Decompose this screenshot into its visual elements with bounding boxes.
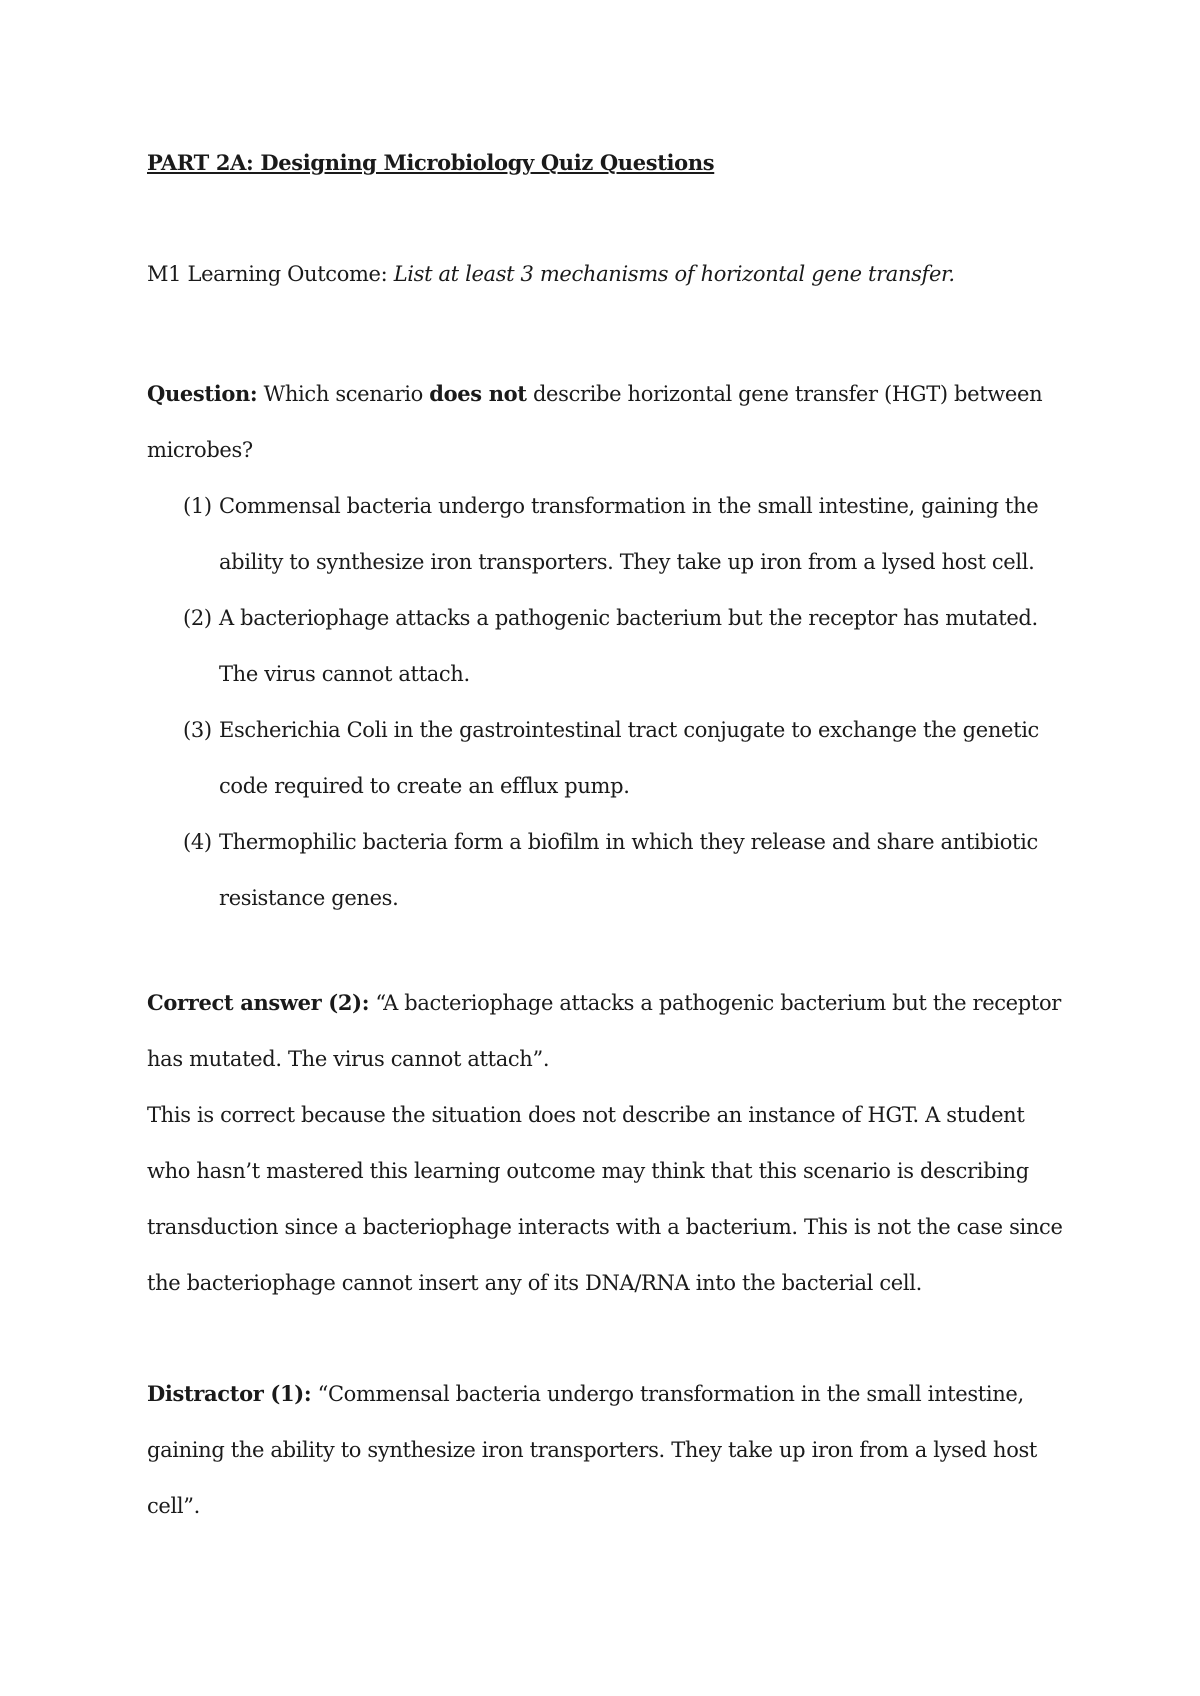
option-4 xyxy=(147,814,1067,926)
correct-answer-block xyxy=(147,975,1067,1311)
option-number: (2) xyxy=(183,606,212,630)
answer-options xyxy=(147,478,1067,926)
option-number: (4) xyxy=(183,830,212,854)
question-block xyxy=(147,366,1067,926)
option-number: (1) xyxy=(183,494,212,518)
question-text-before: Which scenario xyxy=(257,382,430,406)
option-text: Commensal bacteria undergo transformation in the small intestine, gaining the ability to synthesize iron transporters. They take up iron from a lysed host cell. xyxy=(219,494,1039,574)
option-3 xyxy=(147,702,1067,814)
correct-answer-explanation: This is correct because the situation does not describe an instance of HGT. A student who hasn’t mastered this learning outcome may think that this scenario is describing transduction since a bacteriophage interacts with a bacterium. This is not the case since the bacteriophage cannot insert any of its DNA/RNA into the bacterial cell. xyxy=(147,1103,1063,1295)
option-text: Escherichia Coli in the gastrointestinal tract conjugate to exchange the genetic code required to create an efflux pump. xyxy=(219,718,1039,798)
distractor-quote: “Commensal bacteria undergo transformation in the small intestine, gaining the ability to synthesize iron transporters. They take up iron from a lysed host cell”. xyxy=(147,1382,1038,1518)
learning-outcome-label: M1 Learning Outcome: xyxy=(147,262,394,286)
page-title: PART 2A: Designing Microbiology Quiz Questions xyxy=(147,150,715,175)
question-stem xyxy=(147,366,1067,478)
option-number: (3) xyxy=(183,718,212,742)
distractor-label: Distractor (1): xyxy=(147,1381,312,1406)
distractor-block xyxy=(147,1366,1067,1534)
option-text: A bacteriophage attacks a pathogenic bacterium but the receptor has mutated. The virus cannot attach. xyxy=(219,606,1038,686)
correct-answer-statement xyxy=(147,975,1067,1087)
correct-answer-label: Correct answer (2): xyxy=(147,990,370,1015)
distractor-statement xyxy=(147,1366,1067,1534)
option-2 xyxy=(147,590,1067,702)
learning-outcome xyxy=(147,259,1067,289)
correct-answer-quote: “A bacteriophage attacks a pathogenic bacterium but the receptor has mutated. The virus cannot attach”. xyxy=(147,991,1061,1071)
question-text-after: describe horizontal gene transfer (HGT) between microbes? xyxy=(147,382,1043,462)
question-emphasis: does not xyxy=(429,381,527,406)
option-1 xyxy=(147,478,1067,590)
option-text: Thermophilic bacteria form a biofilm in which they release and share antibiotic resistance genes. xyxy=(219,830,1038,910)
learning-outcome-text: List at least 3 mechanisms of horizontal gene transfer. xyxy=(393,262,955,286)
document-content xyxy=(147,146,1067,1518)
question-label: Question: xyxy=(147,381,258,406)
